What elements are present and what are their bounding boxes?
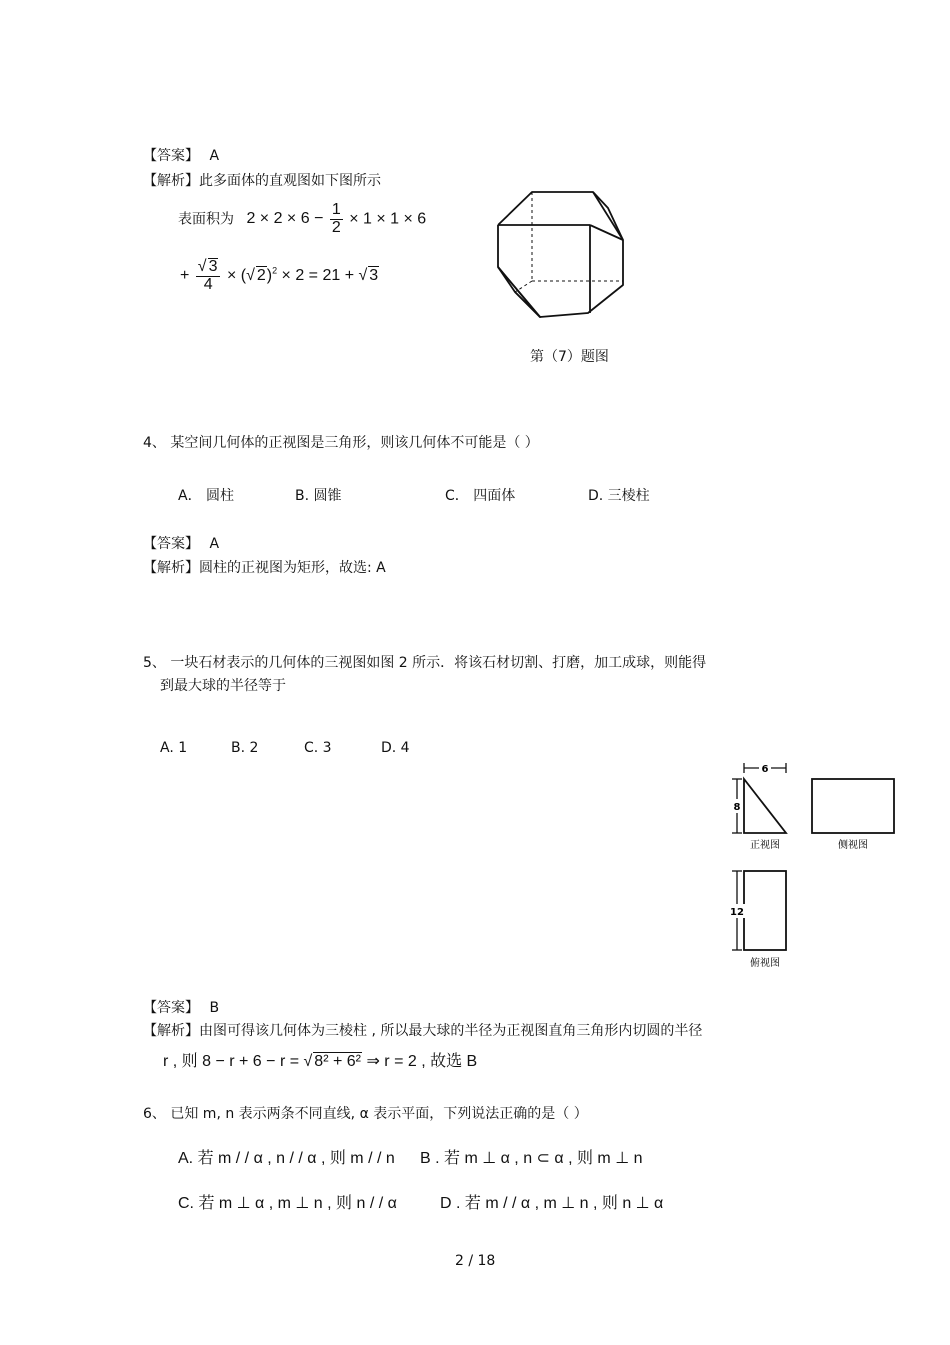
q3-figure-caption: 第（7）题图 (530, 349, 609, 365)
q3-formula2-frac (196, 258, 221, 294)
q3-formula-line1 (178, 202, 426, 237)
q3-answer: A (209, 148, 220, 164)
q5-option-b: B. 2 (231, 740, 259, 756)
q3-formula1-b: × 1 × 1 × 6 (349, 210, 427, 228)
q3-analysis-line (143, 170, 381, 190)
q3-formula1-frac (330, 202, 343, 237)
q4-option-b: B. 圆锥 (295, 488, 342, 504)
q5-fig-label-12: 12 (730, 907, 744, 918)
q3-surface-label: 表面积为 (178, 211, 234, 228)
q5-analysis-tag: 【解析】 (143, 1023, 199, 1039)
q6-option-c: C. 若 m ⊥ α , m ⊥ n , 则 n / / α (178, 1195, 397, 1212)
q4-analysis-tag: 【解析】 (143, 560, 199, 576)
q5-fig-label-8: 8 (733, 802, 741, 813)
q4-analysis-line (143, 557, 386, 577)
page-number: 2 / 18 (455, 1253, 496, 1269)
q5-answer-tag: 【答案】 (143, 1000, 199, 1016)
q4-stem: 4、 某空间几何体的正视图是三角形，则该几何体不可能是（ ） (143, 435, 539, 451)
q5-three-view-figure (725, 755, 905, 973)
q5-answer: B (209, 1000, 220, 1016)
q6-option-a: A. 若 m / / α , n / / α , 则 m / / n (178, 1150, 395, 1167)
q5-formula-a: r , 则 8 − r + 6 − r = (163, 1053, 300, 1070)
q5-option-d: D. 4 (381, 740, 410, 756)
q5-fig-label-6: 6 (761, 764, 769, 775)
q4-answer-tag: 【答案】 (143, 536, 199, 552)
q3-answer-line (143, 145, 219, 165)
q3-formula1-den: 2 (331, 218, 341, 236)
q4-option-c: C． 四面体 (445, 488, 516, 504)
q5-stem-line2: 到最大球的半径等于 (160, 678, 286, 694)
q3-formula2-den: 4 (203, 275, 213, 293)
q4-option-d: D. 三棱柱 (588, 488, 650, 504)
q3-formula2-d: × 2 = 21 + (281, 267, 355, 285)
q3-formula1-a: 2 × 2 × 6 − (246, 210, 324, 228)
q3-formula1-num: 1 (331, 201, 341, 218)
q5-option-c: C. 3 (304, 740, 332, 756)
q4-option-a: A． 圆柱 (178, 488, 235, 504)
q3-formula2-num-radicand: 3 (208, 258, 218, 275)
q5-formula-sqrt: 8² + 6² (314, 1053, 361, 1070)
q4-analysis: 圆柱的正视图为矩形，故选: A (199, 560, 386, 576)
q5-analysis: 由图可得该几何体为三棱柱 , 所以最大球的半径为正视图直角三角形内切圆的半径 (199, 1023, 703, 1039)
q6-stem: 6、 已知 m, n 表示两条不同直线, α 表示平面，下列说法正确的是（ ） (143, 1106, 588, 1122)
q5-fig-front-label: 正视图 (750, 840, 780, 851)
q3-formula2-c: ) (266, 267, 273, 285)
q5-answer-line (143, 997, 219, 1017)
q5-stem-line1: 5、 一块石材表示的几何体的三视图如图 2 所示．将该石材切割、打磨，加工成球，则能得 (143, 655, 707, 671)
q4-answer-line (143, 533, 219, 553)
q5-option-a: A. 1 (160, 740, 188, 756)
q3-analysis-tag: 【解析】 (143, 173, 199, 189)
q3-formula2-b: × ( (226, 267, 247, 285)
q3-formula-line2: + $\frac{√ 3}{4}$ × (√ 2)$^2$ × 2 = 21 + √ 3 (180, 258, 379, 293)
q3-formula2-num: √ 3 (196, 258, 221, 277)
q3-polyhedron-figure (490, 185, 630, 325)
q5-fig-top-label: 俯视图 (750, 958, 780, 969)
q3-analysis: 此多面体的直观图如下图所示 (199, 173, 381, 189)
q6-option-b: B . 若 m ⊥ α , n ⊂ α , 则 m ⊥ n (420, 1150, 643, 1167)
q5-formula: r , 则 8 − r + 6 − r = √ 8² + 6² ⇒ r = 2 , 故选 B (163, 1053, 478, 1070)
q3-answer-tag: 【答案】 (143, 148, 199, 164)
q3-formula2-exp: 2 (272, 265, 278, 276)
q5-analysis-line (143, 1020, 702, 1040)
q3-formula2-plus: + (180, 267, 190, 285)
q5-fig-side-label: 侧视图 (838, 840, 868, 851)
q6-option-d: D . 若 m / / α , m ⊥ n , 则 n ⊥ α (440, 1195, 664, 1212)
q3-formula2-sqrt2: 3 (369, 267, 379, 285)
q3-formula2-sqrt: 2 (256, 267, 266, 285)
q4-answer: A (209, 536, 220, 552)
q5-formula-b: ⇒ r = 2 , 故选 B (366, 1053, 478, 1070)
